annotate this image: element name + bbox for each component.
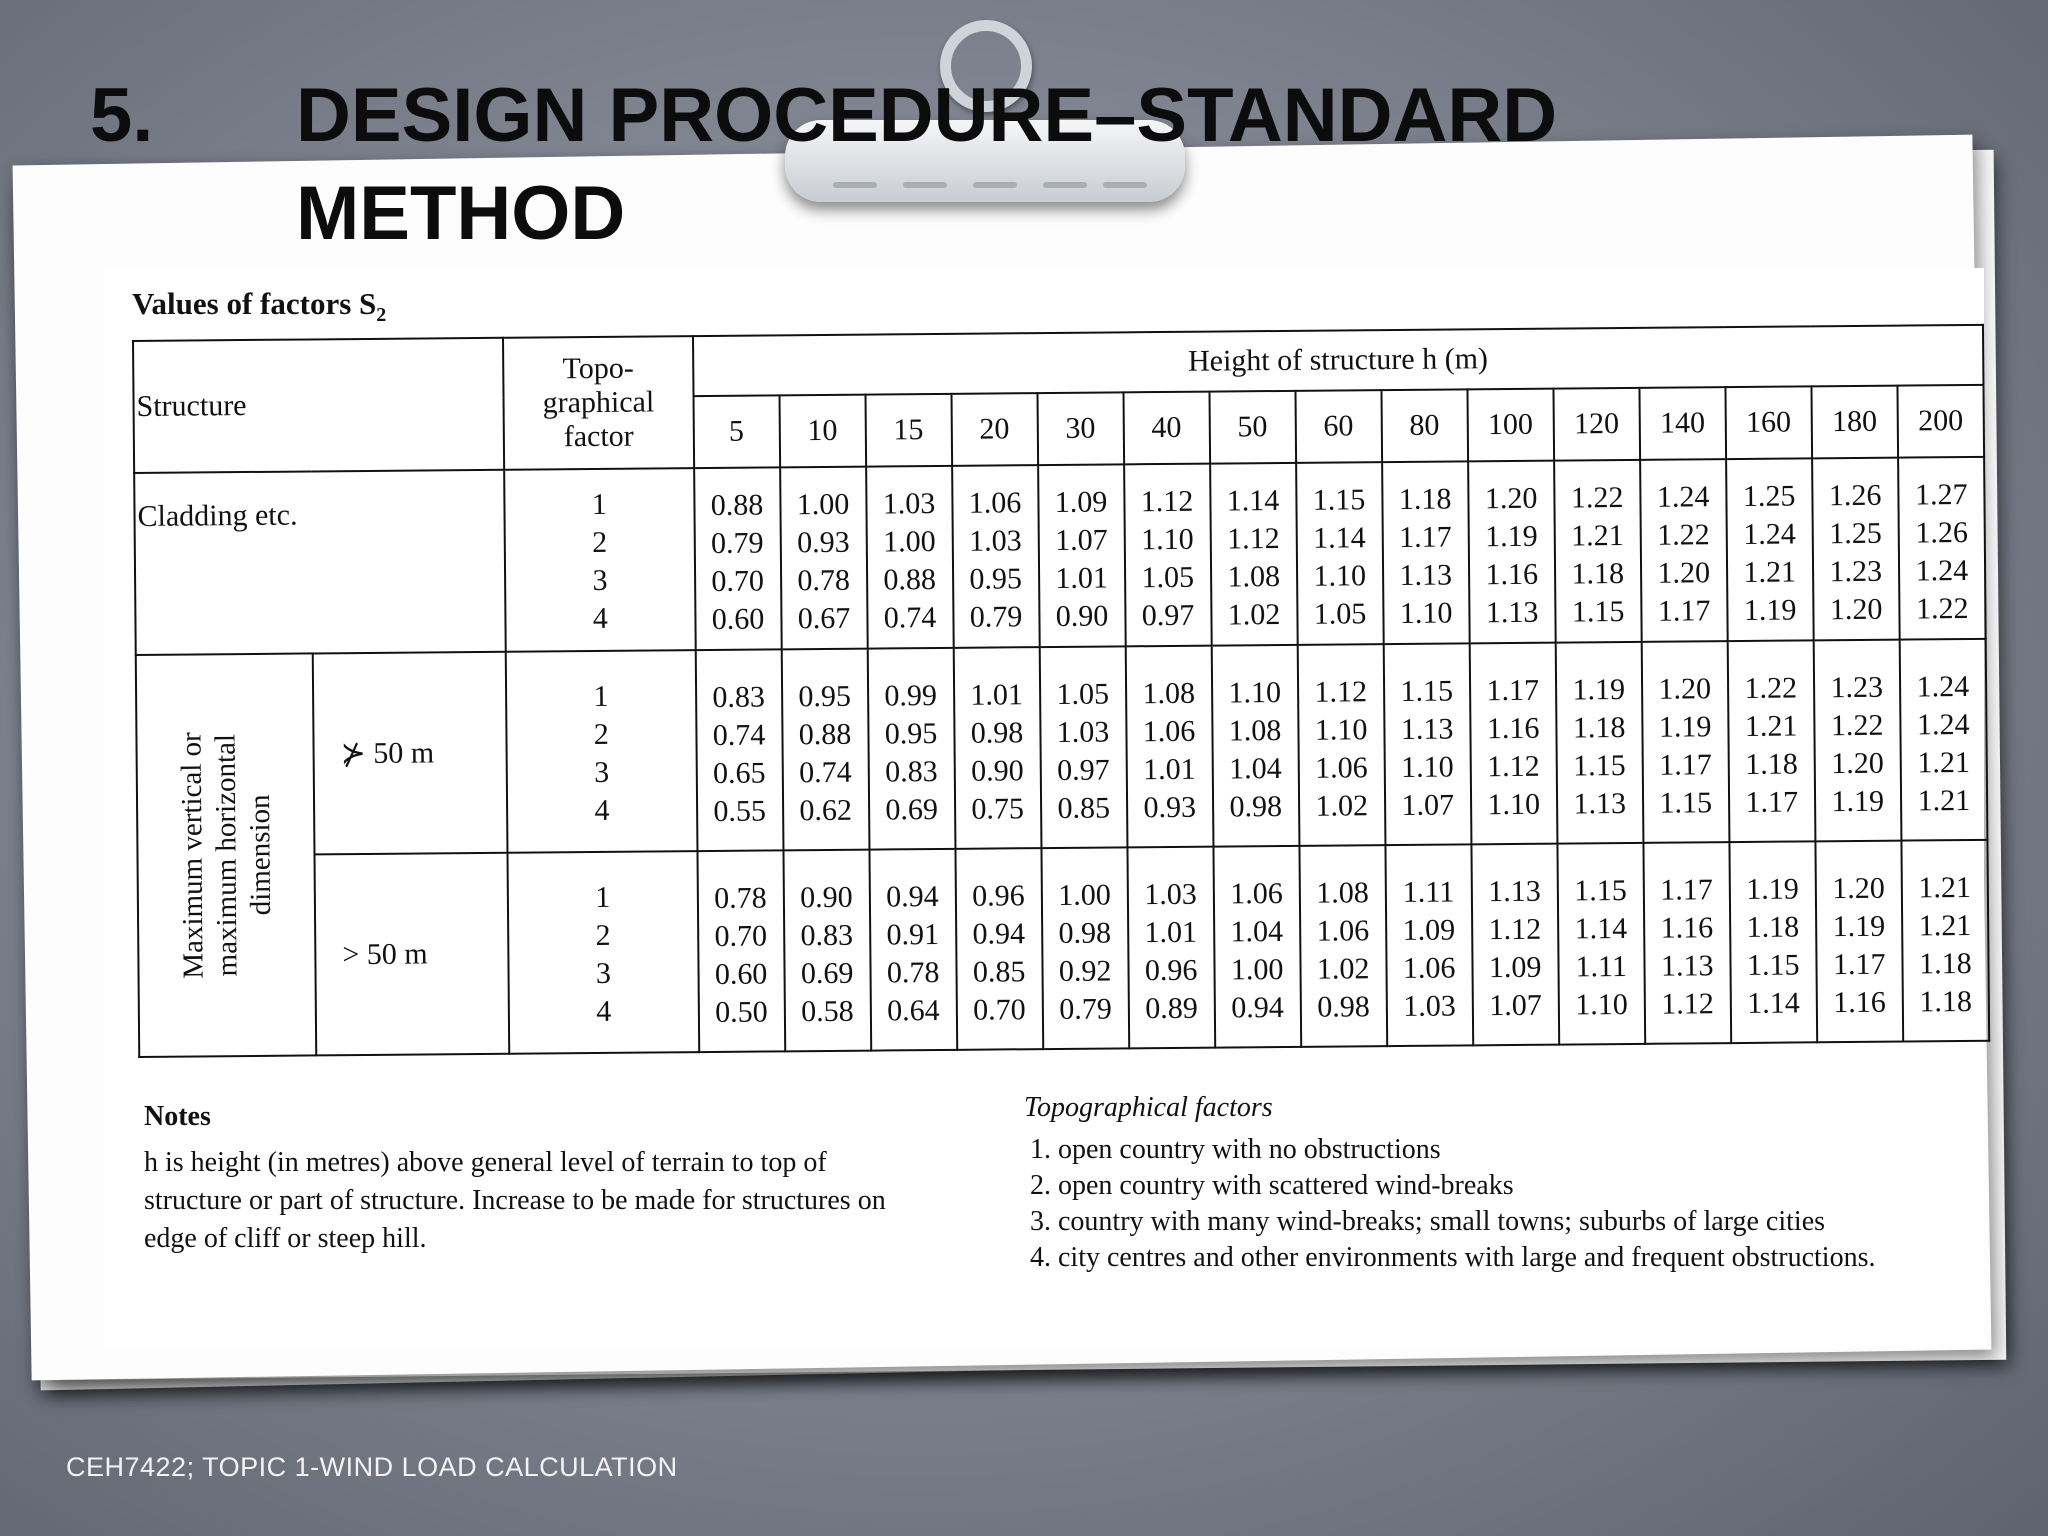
- slide-title-number: 5.: [90, 73, 154, 158]
- height-50: 50: [1209, 391, 1296, 464]
- value-cell: 1.21 1.21 1.18 1.18: [1901, 840, 1989, 1042]
- value-cell: 1.20 1.19 1.17 1.16: [1815, 841, 1903, 1043]
- table-heading: Values of factors $S_2$: [132, 286, 387, 327]
- s2-factor-table: [132, 324, 1990, 1058]
- value-cell: 1.14 1.12 1.08 1.02: [1210, 463, 1298, 646]
- height-15: 15: [865, 394, 952, 467]
- value-cell: 1.00 0.93 0.78 0.67: [780, 467, 868, 650]
- structure-header: Structure: [133, 338, 504, 473]
- value-cell: 1.19 1.18 1.15 1.14: [1729, 841, 1817, 1043]
- value-cell: 0.83 0.74 0.65 0.55: [695, 649, 783, 851]
- height-20: 20: [951, 393, 1038, 466]
- value-cell: 1.03 1.00 0.88 0.74: [866, 466, 954, 649]
- scanned-table-image: [104, 268, 1984, 1348]
- topo-legend-list: [1024, 1132, 1924, 1276]
- value-cell: 0.90 0.83 0.69 0.58: [783, 850, 871, 1052]
- value-cell: 1.23 1.22 1.20 1.19: [1813, 640, 1901, 842]
- height-100: 100: [1467, 389, 1554, 462]
- topographical-factors-legend: [1024, 1090, 1924, 1276]
- height-140: 140: [1639, 387, 1726, 460]
- table-row-dim-le-50: [136, 639, 1988, 856]
- table-row-dim-gt-50: [138, 840, 1990, 1057]
- topo-legend-item: 3. country with many wind-breaks; small towns; suburbs of large cities: [1058, 1204, 1924, 1240]
- value-cell: 1.08 1.06 1.02 0.98: [1299, 845, 1387, 1047]
- value-cell: 1.24 1.24 1.21 1.21: [1899, 639, 1987, 841]
- height-40: 40: [1123, 392, 1210, 465]
- row-label-gt-50m: > 50 m: [314, 853, 509, 1056]
- value-cell: 0.99 0.95 0.83 0.69: [867, 648, 955, 850]
- value-cell: 1.05 1.03 0.97 0.85: [1039, 646, 1127, 848]
- value-cell: 1.01 0.98 0.90 0.75: [953, 647, 1041, 849]
- topo-factors-cell: 1 2 3 4: [504, 468, 695, 652]
- value-cell: 1.26 1.25 1.23 1.20: [1812, 458, 1900, 641]
- value-cell: 0.96 0.94 0.85 0.70: [955, 848, 1043, 1050]
- value-cell: 1.06 1.04 1.00 0.94: [1213, 846, 1301, 1048]
- topo-factors-cell: 1 2 3 4: [508, 851, 699, 1054]
- value-cell: 1.17 1.16 1.13 1.12: [1643, 842, 1731, 1044]
- row-label-cladding: Cladding etc.: [134, 470, 506, 655]
- value-cell: 1.06 1.03 0.95 0.79: [952, 465, 1040, 648]
- notes-text: h is height (in metres) above general level of terrain to top of structure or part of structure. Increase to be made for structures on edge of cliff or steep hill.: [144, 1147, 886, 1254]
- topo-legend-item: 2. open country with scattered wind-breaks: [1058, 1168, 1924, 1204]
- notes-block: [144, 1098, 924, 1258]
- value-cell: 1.12 1.10 1.05 0.97: [1124, 464, 1212, 647]
- slide-title-continued: METHOD: [296, 171, 626, 256]
- value-cell: 1.18 1.17 1.13 1.10: [1382, 461, 1470, 644]
- value-cell: 1.25 1.24 1.21 1.19: [1726, 458, 1814, 641]
- height-80: 80: [1381, 389, 1468, 462]
- height-60: 60: [1295, 390, 1382, 463]
- value-cell: 0.78 0.70 0.60 0.50: [697, 850, 785, 1052]
- value-cell: 1.15 1.14 1.10 1.05: [1296, 462, 1384, 645]
- slide-title: DESIGN PROCEDURE–STANDARD: [296, 73, 1558, 158]
- value-cell: 1.12 1.10 1.06 1.02: [1297, 644, 1385, 846]
- row-label-le-50m: ⊁ 50 m: [313, 652, 508, 855]
- dimension-label-cell: [136, 653, 317, 1057]
- topo-legend-item: 1. open country with no obstructions: [1058, 1132, 1924, 1168]
- height-180: 180: [1811, 386, 1898, 459]
- value-cell: 0.95 0.88 0.74 0.62: [781, 649, 869, 851]
- value-cell: 1.20 1.19 1.16 1.13: [1468, 461, 1556, 644]
- dimension-label: Maximum vertical or maximum horizontal dimension: [174, 732, 277, 979]
- topo-legend-item: 4. city centres and other environments with large and frequent obstructions.: [1058, 1240, 1924, 1276]
- value-cell: 0.88 0.79 0.70 0.60: [694, 467, 782, 650]
- height-10: 10: [779, 395, 866, 468]
- topo-header: Topo- graphical factor: [503, 336, 693, 470]
- value-cell: 1.15 1.13 1.10 1.07: [1383, 643, 1471, 845]
- height-30: 30: [1037, 392, 1124, 465]
- height-5: 5: [693, 395, 780, 468]
- height-200: 200: [1897, 385, 1984, 458]
- value-cell: 1.03 1.01 0.96 0.89: [1127, 847, 1215, 1049]
- table-row-cladding: [134, 457, 1986, 655]
- value-cell: 1.20 1.19 1.17 1.15: [1641, 641, 1729, 843]
- value-cell: 1.10 1.08 1.04 0.98: [1211, 645, 1299, 847]
- value-cell: 1.17 1.16 1.12 1.10: [1469, 643, 1557, 845]
- notes-title: Notes: [144, 1101, 211, 1132]
- value-cell: 1.13 1.12 1.09 1.07: [1471, 844, 1559, 1046]
- value-cell: 1.08 1.06 1.01 0.93: [1125, 646, 1213, 848]
- slide-footer: CEH7422; TOPIC 1-WIND LOAD CALCULATION: [66, 1452, 678, 1482]
- value-cell: 1.00 0.98 0.92 0.79: [1041, 847, 1129, 1049]
- value-cell: 1.27 1.26 1.24 1.22: [1898, 457, 1986, 640]
- value-cell: 1.22 1.21 1.18 1.17: [1727, 640, 1815, 842]
- value-cell: 1.11 1.09 1.06 1.03: [1385, 844, 1473, 1046]
- height-120: 120: [1553, 388, 1640, 461]
- value-cell: 1.15 1.14 1.11 1.10: [1557, 843, 1645, 1045]
- value-cell: 1.24 1.22 1.20 1.17: [1640, 459, 1728, 642]
- height-header: Height of structure h (m): [693, 325, 1984, 396]
- value-cell: 1.09 1.07 1.01 0.90: [1038, 464, 1126, 647]
- topo-factors-cell: 1 2 3 4: [506, 650, 697, 853]
- topo-legend-title: Topographical factors: [1024, 1092, 1273, 1123]
- value-cell: 0.94 0.91 0.78 0.64: [869, 849, 957, 1051]
- value-cell: 1.22 1.21 1.18 1.15: [1554, 460, 1642, 643]
- height-160: 160: [1725, 386, 1812, 459]
- value-cell: 1.19 1.18 1.15 1.13: [1555, 642, 1643, 844]
